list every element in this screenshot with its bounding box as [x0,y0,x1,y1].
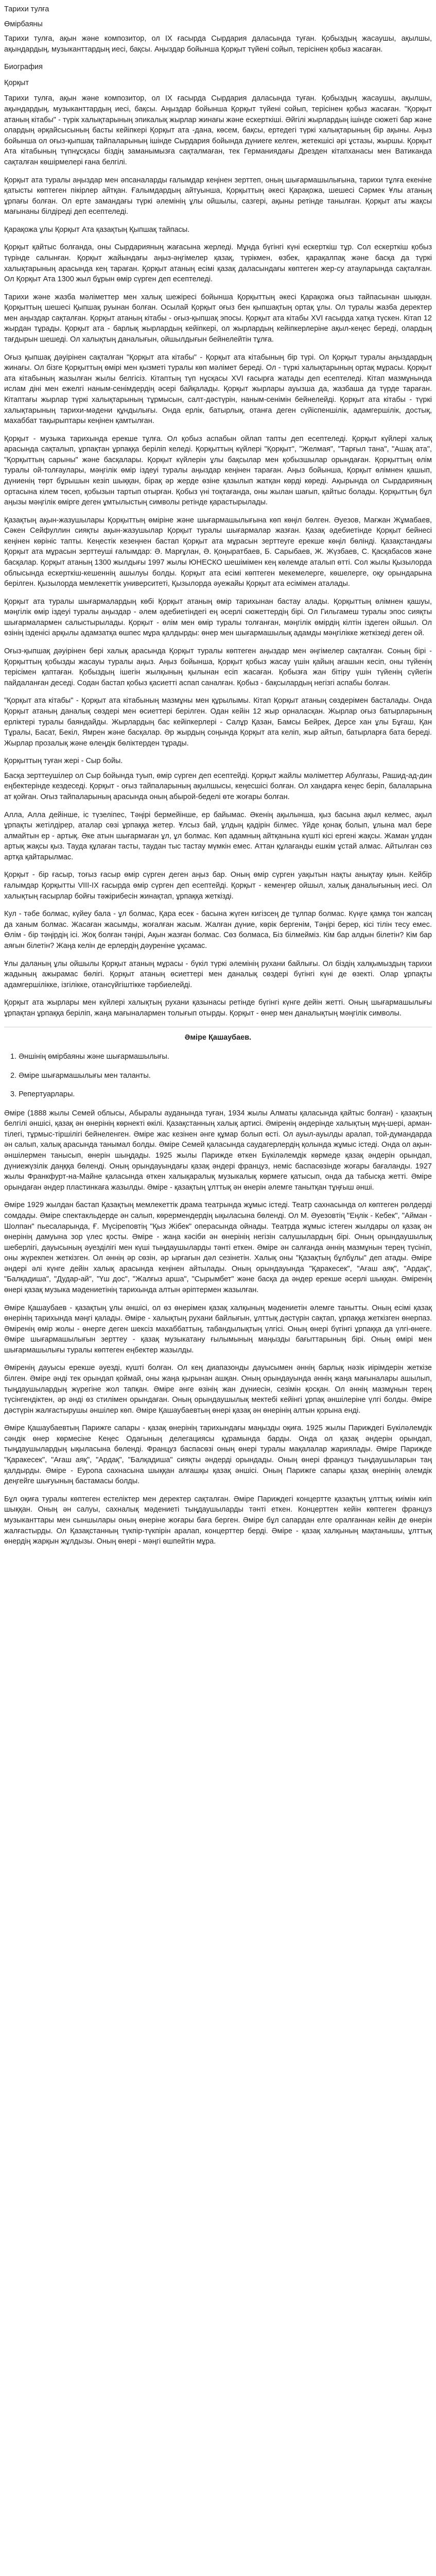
list-item-text: Репертуарлары. [19,1090,75,1099]
list-item [10,1052,432,1062]
body-paragraph: Қарақожа ұлы Қорқыт Ата қазақтың Қыпшақ тайпасы. [4,225,190,234]
body-paragraph: Бұл оқиға туралы көптеген естеліктер мен деректер сақталған. Әміре Париждегі концертте қазақтың ұлттық киімін киіп шыққан. Оның ән салуы, сахналық мәдениеті тыңдаушыларды тәнті еткен. Концерттен кейін көптеген француз музыканттары мен сыншылары оның өнеріне жоғары баға берген. Әміре бұл сапардан елге оралғаннан кейін де өнерін жалғастырды. Ол Қазақстанның түкпір-түкпірін аралап, концерттер берді. Әміре - қазақ халқының мақтанышы, ұлттық өнердің жарқын жұлдызы. Оның өнері - мәңгі өшпейтін мұра. [4,1495,432,1546]
body-paragraph: Қорқыт қайтыс болғанда, оны Сырдарияның жағасына жерледі. Мұнда бүгінгі күні ескерткіш тұр. Сол ескерткіш қобыз түрінде салынған. Қорқыт жайындағы аңыз-әңгімелер қазақ, түрікмен, өзбек, қарақалпақ және басқа да түркі халықтарының арасында кең тараған. Қорқыт атаның есімі қазақ даласындағы көптеген жер-су атауларында сақталған. Ол Қорқыт Ата 1300 жыл бұрын өмір сүрген деп есептеледі. [4,243,432,284]
body-paragraph: Қорқыт ата туралы шығармалардың көбі Қорқыт атаның өмір тарихынан бастау алады. Қорқыттың өлімнен қашуы, мәңгілік өмір іздеуі туралы аңыздар - әлем әдебиетіндегі ең әсерлі сюжеттердің бірі. Ол Гильгамеш туралы эпос сияқты шығармалармен салыстырылады. Қорқыт - өлім мен өмір туралы толғанған, мәңгілік өмірдің кілтін іздеген ойшыл. Ол өзінің ізденісі арқылы адамзатқа өшпес мұра қалдырды: өнер мен шығармашылық адамды мәңгілікке жеткізеді деген ой. [4,597,432,638]
body-paragraph: Қорқыт ата туралы аңыздар мен әпсаналарды ғалымдар кеңінен зерттеп, оның шығармашылығына, тарихи тұлға екеніне қатысты көптеген пікірлер айтқан. Ғалымдардың айтуынша, Қорқыттың әкесі Қарақожа, шешесі Сәрмек Ұлы атаның ұрпағы болған. Ол ерте замандағы түркі әлемінің ұлы ойшылы, сазгері, ақыны ретінде танылған. Қорқыт аты жақсы мағынаны білдіреді деп есептеледі. [4,176,432,216]
doc-subtitle: Өмірбаяны [4,20,43,28]
body-paragraph: Алла, Алла дейінше, іс түзеліпес, Тәңірі бермейінше, ер байымас. Әкенің ақылынша, қыз басына ақыл келмес, ақыл ұрпақты жетілдірер, аталар сөзі ұрпаққа жетер. Ұлсыз бай, ұлдың қадірін білмес. Үйде қонақ болып, ұлына мал бере алмайтын ер - артық. Әке атын шығармаған ұл, ұл болмас. Көп адамның айтқанына күшті кісі ергені жақсы. Жаман ұлдан артық жақсы қыз. Тауда құлаған тасты, таудан тыс тастау мүмкін емес. Аттан құлағанды ешкім ұстай алмас. Айтылған сөз артқа қайтарылмас. [4,810,432,861]
korkyt-heading: Қорқыт [4,78,29,87]
body-paragraph: Әміре (1888 жылы Семей облысы, Абыралы ауданында туған, 1934 жылы Алматы қаласында қайтыс болған) - қазақтың белгілі әншісі, қазақ ән өнерінің көрнекті өкілі. Қазақстанның халық артисі. Әміренің әндерінде халықтың мұң-шері, арман-тілегі, тұрмыс-тіршілігі бейнеленген. Әміре жас кезінен әнге құмар болып өсті. Ол ауыл-ауылды аралап, той-думандарда ән салып, халық арасында танымал болды. Әміре Семей қаласында саудагерлердің қолында жұмыс істеді. Онда ол ақын-әншілермен танысып, өнерін шыңдады. 1925 жылы Парижде өткен Бүкіләлемдік көрмеде қазақ әндерін орындап, дүниежүзілік даңққа бөленді. Оның орындауындағы қазақ әндері француз, неміс баспасөзінде жоғары бағаланды. 1927 жылы Франкфурт-на-Майне қаласында өткен халықаралық музыкалық көрмеге қатысып, онда да табысқа жетті. Әміре орындаған әндер пластинкаға жазылды. Әміре - қазақтың ұлттық ән өнерін әлемге танытқан тұңғыш әнші. [4,1109,432,1192]
body-paragraph: Қазақтың ақын-жазушылары Қорқыттың өміріне және шығармашылығына көп көңіл бөлген. Әуезов, Мағжан Жұмабаев, Сәкен Сейфуллин сияқты ақын-жазушылар Қорқыт туралы шығармалар жазған. Қазақ әдебиетінде Қорқыт бейнесі кеңінен көрініс тапты. Кеңестік кезеңнен бастап Қорқыт ата мұрасын зерттеуге ерекше көңіл бөлінді. Қазақстандағы Қорқыт ата мұрасын зерттеуші ғалымдар: Ә. Марғұлан, Ә. Қоңыратбаев, Б. Сарыбаев, Ж. Жүзбаев, С. Қасқабасов және басқалар. Қорқыт атаның 1300 жылдығы 1997 жылы ЮНЕСКО шешімімен кең көлемде аталып өтті. Сол жылы Қызылорда облысында ескерткіш-кешеннің ашылуы болды. Қорқыт ата есімі көптеген мекемелерге, көшелерге, оқу орындарына берілген. Қызылорда мемлекеттік университеті, Қызылорда әуежайы Қорқыт ата есімімен аталады. [4,516,432,588]
body-paragraph: Оғыз қыпшақ дәуірінен сақталған "Қорқыт ата кітабы" - Қорқыт ата кітабының бір түрі. Ол Қорқыт туралы аңыздардың жинағы. Ол бізге Қорқыттың өмірі мен қызметі туралы көп мәлімет береді. Ол - түркі халықтарының ортақ мұрасы. Қорқыт ата кітабының жазылған жылы белгісіз. Кітаптың түп нұсқасы XVI ғасырға жатады деп есептеледі. Кітап мазмұнында ислам діні мен ежелгі наным-сенімдердің әсері байқалады. Қорқыт жырлары ауызша да, жазбаша да түрде тараған. Кітаптағы жырлар түркі халықтарының тұрмысын, салт-дәстүрін, наным-сенімін бейнелейді. Қорқыт ата кітабы - түркі халықтарының тарихи-мәдени құндылығы. Онда ерлік, батырлық, отанға деген сүйіспеншілік, адамгершілік, достық, махаббат тақырыптары кеңінен қамтылған. [4,353,432,426]
body-paragraph: Әміре Қашаубаев - қазақтың ұлы әншісі, ол өз өнерімен қазақ халқының мәдениетін әлемге танытты. Оның есімі қазақ өнерінің тарихында мәңгі қалады. Әміре - халықтың рухани байлығын, ұлттық дәстүрін сақтап, ұрпаққа жеткізген өнерпаз. Әміренің өмір жолы - өнерге деген шексіз махаббаттың, табандылықтың үлгісі. Оның өнері бүгінгі ұрпаққа да үлгі-өнеге. Әміре шығармашылығын зерттеу - қазақ музыкатану ғылымының маңызды бағыттарының бірі. Оның өмірі мен шығармашылығы туралы көптеген еңбектер жазылды. [4,1303,432,1354]
body-paragraph: Басқа зерттеушілер ол Сыр бойында туып, өмір сүрген деп есептейді. Қорқыт жайлы мәліметтер Абулғазы, Рашид-ад-дин еңбектерінде кездеседі. Қорқыт - оғыз тайпаларының ақылшысы, кеңесшісі болған. Ол хандарға кеңес беріп, балаларына ат қойған. Оғыз тайпаларының арасында оның абырой-беделі өте жоғары болған. [4,771,432,801]
body-paragraph: Кул - тәбе болмас, күйеу бала - ұл болмас, Қара есек - басына жүген кигізсең де тұлпар болмас. Күңге қамқа тон жапсаң да ханым болмас. Жасаған жасымды, жоғалған жасым. Жалған дүние, көрік бергенім, Тәңірі берер, кісі тілін тесу емес. Өлім - бір тәңірдің ісі. Жоқ болған тәңірі, Ақын жазған болмас. Сөз болмаса, Біз білмейміз. Кім бар алдын білетін? Кім бар аяғын білетін? Жаңа келін де ерлердің дәуреніне ұқсамас. [4,910,432,950]
body-paragraph: Қорқыт ата жырлары мен күйлері халықтың рухани қазынасы ретінде бүгінгі күнге дейін жетті. Оның шығармашылығы ұрпақтан ұрпаққа беріліп, жаңа мағыналармен толығып отырды. Қорқыт - өнер мен даналықтың мәңгілік символы. [4,998,432,1018]
list-number: 1. [10,1052,17,1061]
body-paragraph: Әміренің дауысы ерекше әуезді, күшті болған. Ол кең диапазонды дауысымен әннің барлық нәзік иірімдерін жеткізе білген. Әміре әнді тек орындап қоймай, оны жаңа қырынан ашқан. Оның орындауында әннің жаңа мағыналары ашылып, тыңдаушылардың жүрегіне жол тапқан. Әміре әнге өзінің жан дүниесін, сезімін қосқан. Ол әннің мазмұнын терең түсінгендіктен, әр әнді өз стилімен орындаған. Оның орындаушылық мектебі кейінгі ұрпақ әншілеріне үлгі болды. Әміре дәстүрін жалғастырушы әншілер көп. Әміре Қашаубаевтың өнері қазақ ән өнерінің алтын қорына енді. [4,1364,432,1415]
body-paragraph: Тарихи тулға, ақын және композитор, ол IX ғасырда Сырдария даласында туған. Қобыздың жасаушы, ақылшы, ақындардың, музыканттардың иесі, бақсы. Аңыздар бойынша Қорқыт түйені сойып, терісінен қобыз жасаған. "Қорқыт атаның кітабы" - түрік халықтарының эпикалық жырлар жинағы және ескерткіші. Әйгілі жырлардың ішінде сюжеті бар және олардың әрқайсысының басты кейіпкері Қорқыт ата -дана, көсем, бақсы, ертедегі түркі халықтарының бір ақыны. Аңыз бойынша ол оғыз-қыпшақ тайпаларының ішінде Сырдария бойында дүниеге келген, жетекшісі әрі ұстазы, жыршы. Қорқыт Ата кітабының түпнұсқасы біздің заманымызға сақталмаған, тек Германиядағы Дрезден кітапханасы мен Ватиканда сақталған көшірмелері ғана белгілі. [4,94,432,166]
body-paragraph: Әміре Қашаубаевтың Парижге сапары - қазақ өнерінің тарихындағы маңызды оқиға. 1925 жылы Париждегі Бүкіләлемдік сәндік өнер көрмесіне Кеңес Одағының делегациясы құрамында барды. Онда ол қазақ әндерін орындап, тыңдаушылардың ықыласына бөленді. Француз баспасөзі оның өнері туралы мақалалар жариялады. Әміре Парижде "Қаракесек", "Ағаш аяқ", "Ардақ", "Балқадиша" сияқты әндерді орындады. Оның өнері француз тыңдаушыларын таң қалдырды. Әміре - Еуропа сахнасына шыққан алғашқы қазақ әншісі. Оның Парижге сапары қазақ өнерінің әлемдік деңгейге шығуының бастамасы болды. [4,1424,432,1486]
section-title: Әміре Қашаубаев. [184,1033,252,1042]
body-paragraph: Қорқыттың туған жері - Сыр бойы. [4,757,123,766]
list-item-text: Әміре шығармашылығы мен таланты. [19,1071,151,1080]
doc-title: Тарихи тулға [4,5,49,13]
list-item [10,1089,432,1100]
intro-paragraph: Тарихи тулға, ақын және композитор, ол IX ғасырда Сырдария даласында туған. Қобыздың жасаушы, ақылшы, ақындардың, музыканттардың иесі, бақсы. Аңыздар бойынша Қорқыт түйені сойып, терісінен қобыз жасаған. [4,35,432,54]
body-paragraph: Ұлы даланың ұлы ойшылы Қорқыт атаның мұрасы - бүкіл түркі әлемінің рухани байлығы. Ол біздің халқымыздың тарихи жадының ажырамас бөлігі. Қорқыт атаның өсиеттері мен даналық сөздері бүгінгі күні де өзекті. Олар ұрпақты адамгершілікке, ізгілікке, отансүйгіштікке тәрбиелейді. [4,959,432,989]
body-paragraph: Қорқыт - музыка тарихында ерекше тұлға. Ол қобыз аспабын ойлап тапты деп есептеледі. Қорқыт күйлері халық арасында сақталып, ұрпақтан ұрпаққа беріліп келеді. Қорқыттың күйлері "Қорқыт", "Желмая", "Тарғыл тана", "Ашақ ата", "Қорқыттың сарыны" және басқалары. Қорқыт күйлерін ұлы бақсылар мен қобызшылар орындаған. Қорқыттың өлім туралы ой-толғаулары, мәңгілік өмір іздеуі туралы аңыздар кеңінен тараған. Аңыз бойынша, Қорқыт өлімнен қашып, дүниенің төрт бұрышын кезіп шыққан, бірақ әр жерде өзіне қазылып жатқан көрді көреді. Ақырында ол Сырдарияның ортасына кілем төсеп, қобызын тартып отырған. Қобыз үні тоқтағанда, оны жылан шағып, қайтыс болады. Қорқыттың бұл аңызы мәңгілік өмірге деген ұмтылыстың символы ретінде қарастырылады. [4,434,432,507]
biography-heading: Биография [4,63,43,72]
body-paragraph: "Қорқыт ата кітабы" - Қорқыт ата кітабының мазмұны мен құрылымы. Кітап Қорқыт атаның сөздерімен басталады. Онда Қорқыт атаның даналық сөздері мен өсиеттері берілген. Одан кейін 12 жыр орналасқан. Жырлар оғыз батырларының ерліктері туралы баяндайды. Жырлардың бас кейіпкерлері - Салұр Қазан, Бамсы Бейрек, Дерсе хан ұлы Бұғаш, Қан Тұралы, Басат, Бекіл, Ямрен және басқалар. Әр жырдың соңында Қорқыт ата келіп, жыр айтып, батырларға бата береді. Жырлар прозалық және өлеңдік бөліктерден тұрады. [4,697,432,748]
list-item [10,1071,432,1081]
list-item-text: Әншінің өмірбаяны және шығармашылығы. [19,1052,169,1061]
body-paragraph: Қорқыт - бір ғасыр, тоғыз ғасыр өмір сүрген деген аңыз бар. Оның өмір сүрген уақытын нақты анықтау қиын. Кейбір ғалымдар Қорқытты VIII-IX ғасырда өмір сүрген деп есептейді. Қорқыт - кемеңгер ойшыл, халық даналығының иесі. Ол халықтың ғасырлар бойғы тәжірибесін жинақтап, ұрпаққа жеткізді. [4,871,432,901]
body-paragraph: Оғыз-қыпшақ дәуірінен бері халық арасында Қорқыт туралы көптеген аңыздар мен әңгімелер сақталған. Соның бірі - Қорқыттың қобызды жасауы туралы аңыз. Аңыз бойынша, Қорқыт қобыз жасау үшін қайың ағашын кесіп, оны түйенің терісімен қаптаған. Қобыздың ішегін жылқының қылынан есіп жасаған. Қобызға жан бітіру үшін түйенің сүйегін пайдаланған деседі. Содан бастап қобыз қасиетті аспап саналған. Қобыз - бақсылардың негізгі аспабы болған. [4,647,432,687]
list-number: 3. [10,1090,17,1099]
list-number: 2. [10,1071,17,1080]
body-paragraph: Әміре 1929 жылдан бастап Қазақтың мемлекеттік драма театрында жұмыс істеді. Театр сахнасында ол көптеген рөлдерді сомдады. Әміре спектакльдерде ән салып, көрермендердің ықыласына бөленді. Ол М. Әуезовтің "Еңлік - Кебек", "Айман - Шолпан" пьесаларында, Ғ. Мүсіреповтің "Қыз Жібек" операсында ойнады. Театрда жұмыс істеген жылдары ол қазақ ән өнерінің дамуына зор үлес қосты. Әміре - жаңа кәсіби ән өнерінің негізін салушылардың бірі. Оның орындаушылық шеберлігі, дауысының әуезділігі мен күші тыңдаушыларды тәнті еткен. Әміре ән салғанда әннің мазмұнын терең түсініп, оны жүрекпен жеткізген. Ол әннің әр сөзін, әр ырғағын дәл сезінетін. Халық оны "Қазақтың бұлбұлы" деп атады. Әміре әндері әлі күнге дейін халық арасында кеңінен айтылады. Оның орындауында "Қаракесек", "Ағаш аяқ", "Ардақ", "Балқадиша", "Дудар-ай", "Үш дос", "Жалғыз арша", "Сырымбет" және басқа да әндер ерекше әсерлі шыққан. Әміренің өнері қазақ музыка мәдениетінің тарихында алтын әріптермен жазылған. [4,1201,432,1294]
body-paragraph: Тарихи және жазба мәліметтер мен халық шежіресі бойынша Қорқыттың әкесі Қарақожа оғыз тайпасынан шыққан. Қорқыттың шешесі Қыпшақ руынан болған. Осылай Қорқыт оғыз бен қыпшақтың ортақ ұлы. Ол туралы жазба деректер мен аңыздар сақталған. Қорқыт атаның кітабы - оғыз-қыпшақ эпосы. Қорқыт ата кітабы XVI ғасырда хатқа түскен. Кітап 12 жырдан тұрады. Қорқыт ата - барлық жырлардың кейіпкері, ол жырлардың кейіпкерлеріне ақыл-кеңес береді, олардың тағдырын шешеді. Ол халықтың даналығын, ойшылдығын бейнелейтін тұлға. [4,293,432,344]
